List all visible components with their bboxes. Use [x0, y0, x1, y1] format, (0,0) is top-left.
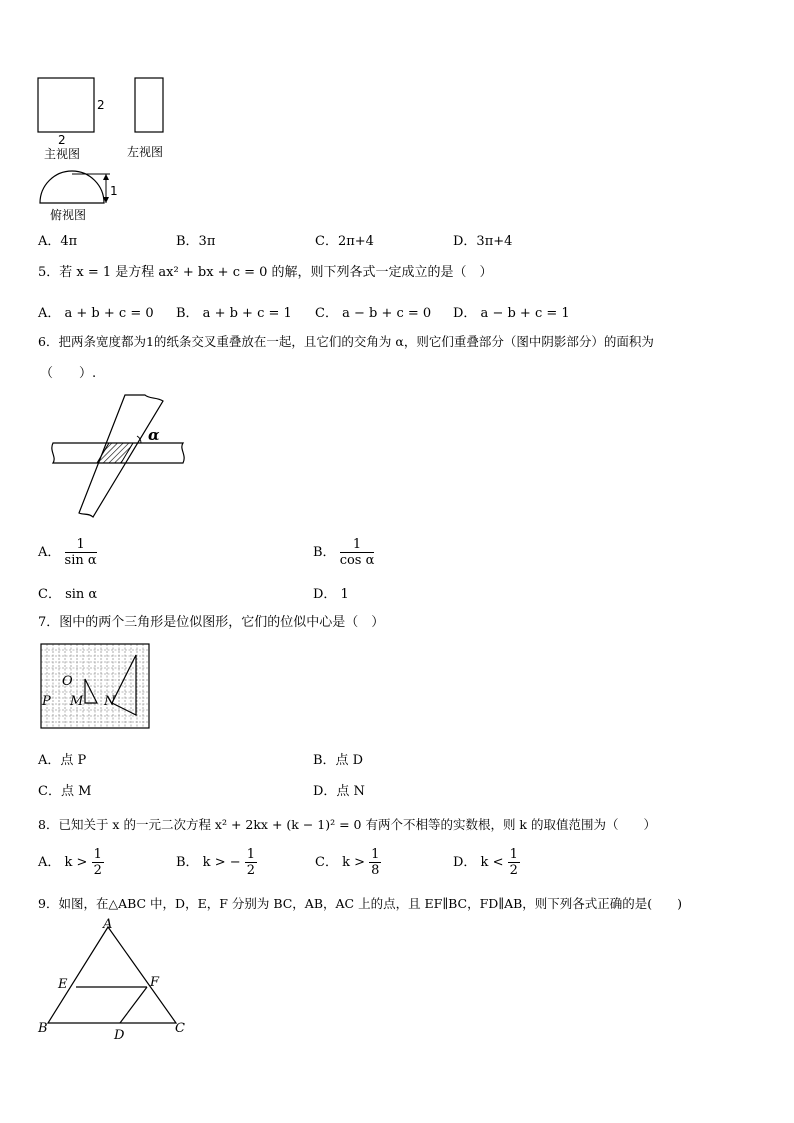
left-view-rect [135, 78, 163, 132]
q8-option-d-fraction [508, 847, 520, 878]
q8-option-d-prefix: D． k < [453, 855, 504, 870]
q7-option-d[interactable]: D．点 N [313, 784, 365, 799]
front-view-label: 主视图 [44, 147, 81, 161]
q8-option-d-numerator: 1 [509, 847, 518, 862]
q4-option-c[interactable]: C．2π+4 [315, 234, 374, 249]
grid-with-triangles [40, 643, 152, 731]
q8-option-c-denominator: 8 [371, 863, 380, 878]
large-triangle [112, 655, 136, 715]
grid-lines [41, 644, 149, 728]
q6-stem-line1: 6．把两条宽度都为1的纸条交叉重叠放在一起，且它们的交角为 α，则它们重叠部分（图中阴影部分）的面积为 [38, 334, 654, 349]
q8-stem: 8．已知关于 x 的一元二次方程 x² + 2kx + (k − 1)² = 0 有两个不相等的实数根，则 k 的取值范围为（ ） [38, 817, 656, 832]
q7-option-a[interactable]: A．点 P [38, 753, 87, 768]
q6-option-a-denominator: sin α [64, 553, 97, 568]
q8-option-c[interactable] [315, 847, 381, 878]
q8-option-c-numerator: 1 [371, 847, 380, 862]
q7-figure [40, 643, 152, 731]
q8-option-b-numerator: 1 [246, 847, 256, 862]
point-f-label: F [150, 975, 160, 990]
q8-option-b-denominator: 2 [246, 863, 256, 878]
angle-alpha-label: α [148, 426, 160, 444]
q8-option-a-numerator: 1 [93, 847, 102, 862]
point-e-label: E [58, 977, 68, 992]
arrow-up-icon [103, 174, 109, 180]
q6-figure [45, 385, 205, 525]
point-n-label: N [104, 694, 116, 709]
q6-option-b-denominator: cos α [339, 553, 375, 568]
q6-option-a-fraction [65, 537, 97, 568]
vertex-c-label: C [175, 1021, 185, 1036]
q5-stem: 5．若 x = 1 是方程 ax² + bx + c = 0 的解，则下列各式一定成立的是（ ） [38, 265, 493, 280]
q4-option-d[interactable]: D．3π+4 [453, 234, 513, 249]
top-dim-label: 1 [110, 184, 118, 198]
point-o-label: O [62, 674, 73, 689]
q9-stem: 9．如图，在△ABC 中，D，E，F 分别为 BC，AB，AC 上的点，且 EF∥BC，FD∥AB，则下列各式正确的是( ) [38, 896, 683, 911]
crossed-paper-strips [45, 385, 205, 525]
q6-option-a-numerator: 1 [65, 537, 97, 553]
q8-option-c-prefix: C． k > [315, 855, 365, 870]
front-view-square [38, 78, 94, 132]
point-m-label: M [70, 694, 84, 709]
q6-option-b[interactable] [313, 537, 374, 568]
q8-option-a-prefix: A． k > [38, 855, 88, 870]
q6-option-d[interactable]: D． 1 [313, 587, 349, 602]
vertex-b-label: B [38, 1021, 48, 1036]
vertex-a-label: A [103, 917, 113, 932]
top-view-semicircle [40, 171, 104, 203]
q8-option-b-fraction [245, 847, 257, 878]
q5-option-b[interactable]: B． a + b + c = 1 [176, 306, 292, 321]
q8-option-a-fraction [92, 847, 104, 878]
q4-option-a[interactable]: A．4π [38, 234, 78, 249]
q6-stem-line2: （ ）. [40, 366, 97, 381]
q6-option-c[interactable]: C． sin α [38, 587, 98, 602]
q8-option-a-denominator: 2 [93, 863, 102, 878]
top-view-label: 俯视图 [50, 208, 87, 222]
q6-option-a-prefix: A． [38, 545, 61, 560]
q8-option-d-denominator: 2 [509, 863, 518, 878]
q5-option-c[interactable]: C． a − b + c = 0 [315, 306, 432, 321]
dim-bottom-label: 2 [58, 133, 66, 147]
q7-stem: 7．图中的两个三角形是位似图形，它们的位似中心是（ ） [38, 615, 385, 630]
q8-option-d[interactable] [453, 847, 520, 878]
q5-option-d[interactable]: D． a − b + c = 1 [453, 306, 570, 321]
q8-option-b-prefix: B． k > − [176, 855, 241, 870]
q8-option-c-fraction [369, 847, 381, 878]
segment-fd [120, 987, 147, 1023]
q6-option-b-prefix: B． [313, 545, 336, 560]
q7-option-b[interactable]: B．点 D [313, 753, 364, 768]
dim-right-label: 2 [97, 98, 105, 112]
q8-option-b[interactable] [176, 847, 257, 878]
point-d-label: D [114, 1028, 125, 1043]
q6-option-a[interactable] [38, 537, 97, 568]
q8-option-a[interactable] [38, 847, 104, 878]
q6-option-b-numerator: 1 [340, 537, 375, 553]
point-p-label: P [42, 694, 51, 709]
q5-option-a[interactable]: A． a + b + c = 0 [38, 306, 154, 321]
q6-option-b-fraction [340, 537, 375, 568]
q7-option-c[interactable]: C．点 M [38, 784, 92, 799]
q4-option-b[interactable]: B．3π [176, 234, 216, 249]
left-view-label: 左视图 [127, 145, 164, 159]
